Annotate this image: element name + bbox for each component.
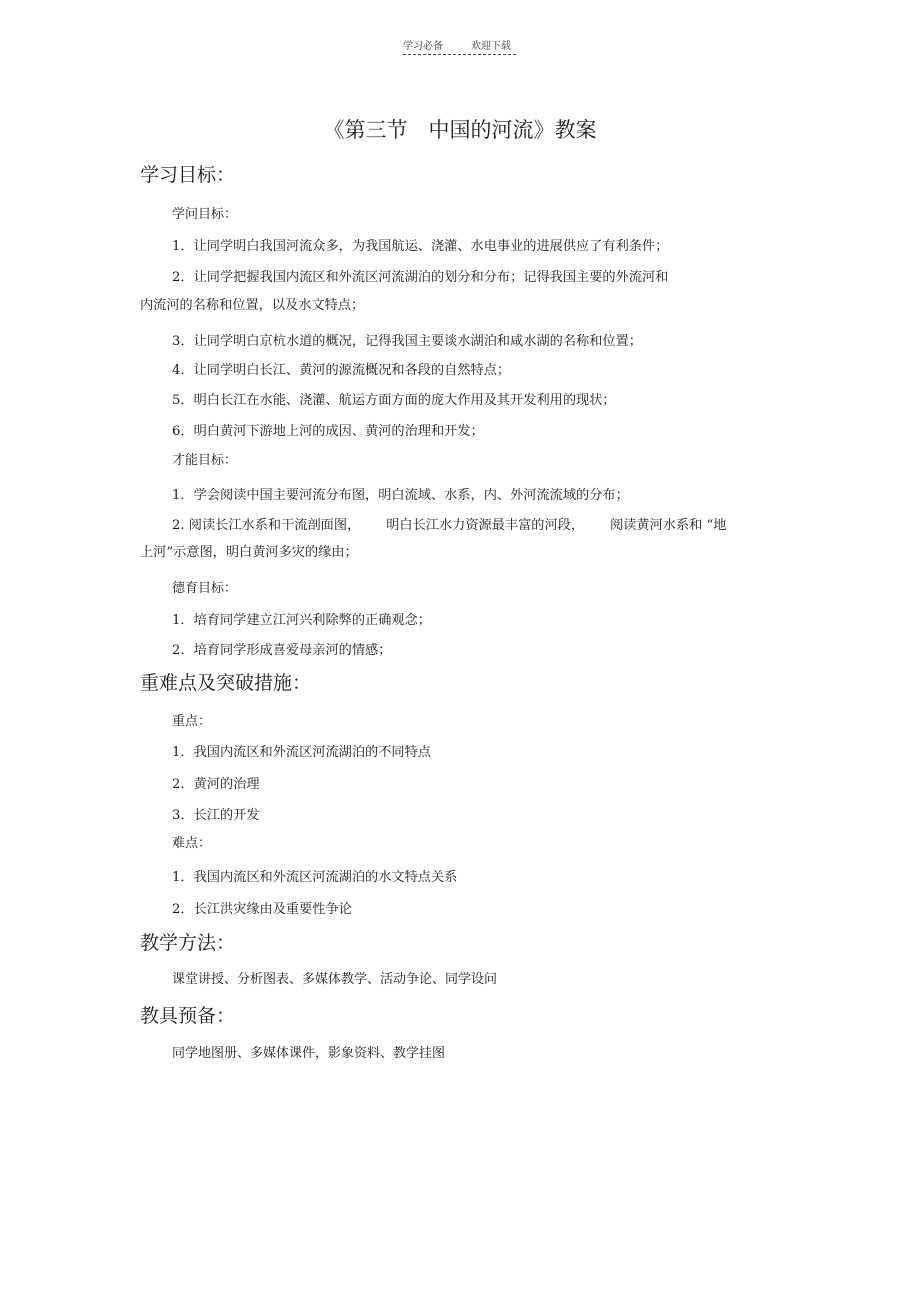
ability-goal-item: 1．学会阅读中国主要河流分布图，明白流域、水系，内、外河流流域的分布； (172, 488, 629, 503)
knowledge-goal-item: 5．明白长江在水能、浇灌、航运方面方面的庞大作用及其开发利用的现状； (172, 393, 616, 408)
ability-goal-part: 阅读黄河水系和 “地 (610, 518, 727, 533)
ability-goal-part: 明白长江水力资源最丰富的河段， (386, 518, 585, 533)
knowledge-goal-item: 2．让同学把握我国内流区和外流区河流湖泊的划分和分布；记得我国主要的外流河和 (172, 270, 669, 285)
ability-goal-part: 2. 阅读长江水系和干流剖面图， (172, 518, 361, 533)
knowledge-goal-item: 3．让同学明白京杭水道的概况，记得我国主要谈水湖泊和咸水湖的名称和位置； (172, 334, 642, 349)
section-heading-tools: 教具预备： (140, 1005, 236, 1027)
key-point-item: 2．黄河的治理 (172, 777, 260, 792)
header-left-text: 学习必备 (403, 41, 443, 52)
document-title: 《第三节 中国的河流》教案 (323, 118, 597, 142)
difficult-point-item: 1．我国内流区和外流区河流湖泊的水文特点关系 (172, 870, 458, 885)
tools-text: 同学地图册、多媒体课件，影象资料、教学挂图 (172, 1046, 446, 1061)
ability-goals-label: 才能目标： (172, 453, 238, 468)
knowledge-goals-label: 学问目标： (172, 207, 238, 222)
key-points-label: 重点： (172, 714, 212, 729)
section-heading-objectives: 学习目标： (140, 164, 236, 186)
knowledge-goal-item: 1．让同学明白我国河流众多，为我国航运、浇灌、水电事业的进展供应了有利条件； (172, 239, 669, 254)
section-heading-methods: 教学方法： (140, 932, 236, 954)
section-heading-keypoints: 重难点及突破措施： (140, 672, 312, 694)
knowledge-goal-item: 6．明白黄河下游地上河的成因、黄河的治理和开发； (172, 424, 484, 439)
methods-text: 课堂讲授、分析图表、多媒体教学、活动争论、同学设问 (172, 972, 498, 987)
difficult-point-item: 2．长江洪灾缘由及重要性争论 (172, 902, 352, 917)
ability-goal-item-continued: 上河”示意图，明白黄河多灾的缘由； (140, 545, 358, 560)
ability-goal-item (172, 514, 726, 533)
moral-goal-item: 2．培育同学形成喜爱母亲河的情感； (172, 643, 392, 658)
knowledge-goal-item: 4．让同学明白长江、黄河的源流概况和各段的自然特点； (172, 363, 511, 378)
page-header (403, 37, 539, 52)
difficult-points-label: 难点： (172, 836, 212, 851)
header-right-text: 欢迎下载 (471, 41, 511, 52)
key-point-item: 3．长江的开发 (172, 808, 260, 823)
key-point-item: 1．我国内流区和外流区河流湖泊的不同特点 (172, 745, 431, 760)
knowledge-goal-item-continued: 内流河的名称和位置，以及水文特点； (140, 298, 365, 313)
moral-goal-item: 1．培育同学建立江河兴利除弊的正确观念； (172, 613, 431, 628)
moral-goals-label: 德育目标： (172, 581, 238, 596)
header-divider (403, 54, 516, 55)
